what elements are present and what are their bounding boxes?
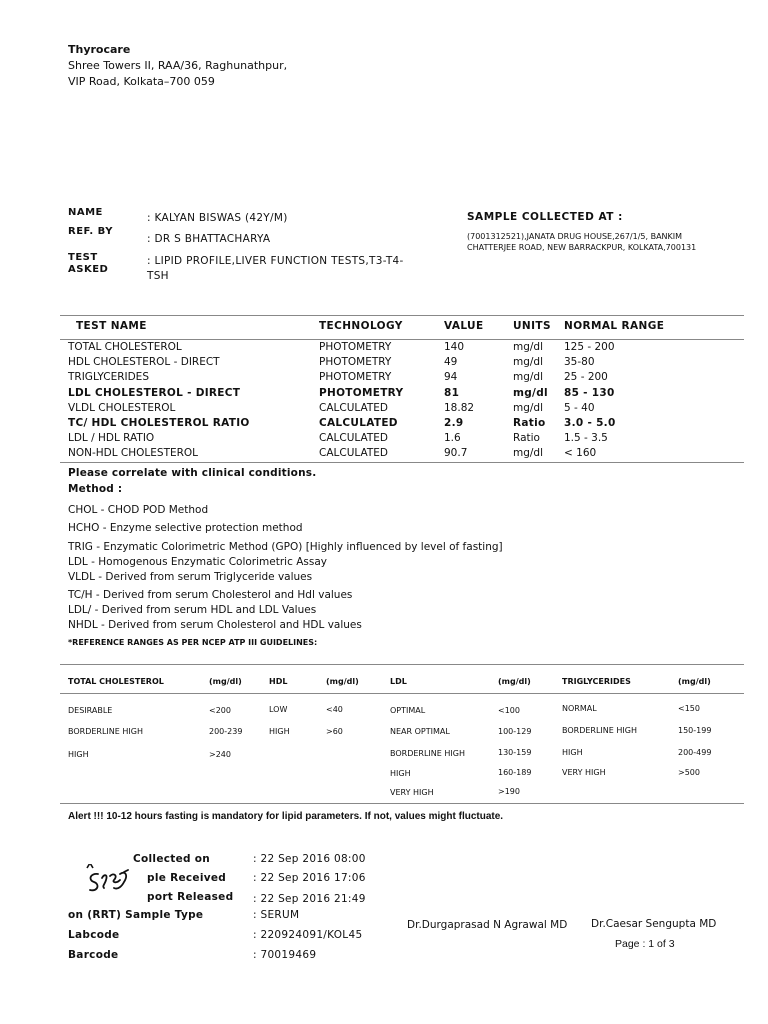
method-label: Method : (68, 483, 123, 495)
range-cell: 1.5 - 3.5 (564, 432, 608, 444)
table-bottom-rule (60, 462, 744, 463)
technology-cell: PHOTOMETRY (319, 371, 392, 383)
test-name-cell: TOTAL CHOLESTEROL (68, 341, 182, 353)
table-row-flagged (68, 387, 744, 402)
units-cell: mg/dl (513, 371, 544, 383)
table-row (68, 432, 744, 447)
ref-tg-value: 150-199 (678, 726, 712, 735)
ref-tg-category: VERY HIGH (562, 768, 606, 777)
ref-ldl-category: OPTIMAL (390, 706, 426, 715)
units-cell: mg/dl (513, 341, 544, 353)
test-name-cell: HDL CHOLESTEROL - DIRECT (68, 356, 220, 368)
method-line: LDL/ - Derived from serum HDL and LDL Values (68, 604, 317, 616)
value-cell: 18.82 (444, 402, 475, 414)
table-row (68, 341, 744, 356)
ref-ldl-category: HIGH (390, 769, 411, 778)
method-line: NHDL - Derived from serum Cholesterol and HDL values (68, 619, 362, 631)
ref-tg-category: HIGH (562, 748, 583, 757)
results-header-row-cols (68, 320, 744, 335)
lab-address-line2: VIP Road, Kolkata–700 059 (68, 75, 215, 88)
value-cell: 1.6 (444, 432, 461, 444)
reference-top-rule (60, 664, 744, 665)
value-cell: 49 (444, 356, 458, 368)
technology-cell: PHOTOMETRY (319, 341, 392, 353)
reference-bottom-rule (60, 803, 744, 804)
doctor-signatory-1: Dr.Durgaprasad N Agrawal MD (407, 919, 568, 931)
received-value: : 22 Sep 2016 17:06 (253, 872, 366, 884)
ref-tg-value: >500 (678, 768, 700, 777)
ref-ldl-category: NEAR OPTIMAL (390, 727, 450, 736)
received-label: ple Received (147, 872, 227, 884)
ref-ldl-value: 130-159 (498, 748, 532, 757)
patient-name: : KALYAN BISWAS (42Y/M) (147, 212, 288, 224)
units-cell: mg/dl (513, 402, 544, 414)
ref-header-ldl: LDL (390, 677, 407, 686)
test-asked-value: : LIPID PROFILE,LIVER FUNCTION TESTS,T3-T4-TSH (147, 255, 404, 282)
barcode-label: Barcode (68, 949, 119, 961)
lab-name: Thyrocare (68, 43, 131, 56)
fasting-alert: Alert !!! 10-12 hours fasting is mandatory for lipid parameters. If not, values might fluctuate. (68, 811, 504, 822)
reference-title: *REFERENCE RANGES AS PER NCEP ATP III GUIDELINES: (68, 638, 318, 647)
reference-header-rule (60, 693, 744, 694)
header-test-name: TEST NAME (76, 320, 147, 332)
value-cell: 2.9 (444, 417, 464, 429)
ref-header-triglycerides: TRIGLYCERIDES (562, 677, 631, 686)
collected-value: : 22 Sep 2016 08:00 (253, 853, 366, 865)
ref-ldl-category: BORDERLINE HIGH (390, 749, 465, 758)
technology-cell: CALCULATED (319, 402, 388, 414)
sample-type-value: : SERUM (253, 909, 300, 921)
value-cell: 81 (444, 387, 460, 399)
range-cell: < 160 (564, 447, 597, 459)
header-normal-range: NORMAL RANGE (564, 320, 665, 332)
test-name-cell: VLDL CHOLESTEROL (68, 402, 176, 414)
table-row-flagged (68, 417, 744, 432)
collected-label: Collected on (133, 853, 211, 865)
correlate-note: Please correlate with clinical conditions. (68, 467, 317, 479)
method-line: CHOL - CHOD POD Method (68, 504, 209, 516)
header-value: VALUE (444, 320, 484, 332)
ref-tg-category: BORDERLINE HIGH (562, 726, 637, 735)
method-line: TRIG - Enzymatic Colorimetric Method (GPO) [Highly influenced by level of fasting] (68, 541, 503, 553)
table-row (68, 447, 744, 462)
method-line: TC/H - Derived from serum Cholesterol and Hdl values (68, 589, 353, 601)
ref-tc-value: >240 (209, 750, 231, 759)
labcode-label: Labcode (68, 929, 120, 941)
ref-header-unit: (mg/dl) (678, 677, 711, 686)
table-top-rule (60, 315, 744, 316)
header-bottom-rule (60, 339, 744, 340)
header-technology: TECHNOLOGY (319, 320, 403, 332)
ref-ldl-value: 160-189 (498, 768, 532, 777)
units-cell: Ratio (513, 432, 540, 444)
method-line: HCHO - Enzyme selective protection method (68, 522, 303, 534)
ref-hdl-category: HIGH (269, 727, 290, 736)
labcode-value: : 220924091/KOL45 (253, 929, 363, 941)
ref-tg-value: 200-499 (678, 748, 712, 757)
ref-ldl-value: >190 (498, 787, 520, 796)
range-cell: 25 - 200 (564, 371, 608, 383)
units-cell: mg/dl (513, 387, 548, 399)
range-cell: 35-80 (564, 356, 595, 368)
ref-hdl-value: >60 (326, 727, 343, 736)
test-name-cell: LDL / HDL RATIO (68, 432, 155, 444)
ref-tc-value: <200 (209, 706, 231, 715)
value-cell: 94 (444, 371, 458, 383)
signature-image (84, 864, 144, 896)
ref-tc-category: HIGH (68, 750, 89, 759)
ref-header-total-cholesterol: TOTAL CHOLESTEROL (68, 677, 164, 686)
ref-tc-category: BORDERLINE HIGH (68, 727, 143, 736)
test-name-cell: NON-HDL CHOLESTEROL (68, 447, 199, 459)
doctor-signatory-2: Dr.Caesar Sengupta MD (591, 918, 717, 930)
technology-cell: PHOTOMETRY (319, 356, 392, 368)
sample-collected-label: SAMPLE COLLECTED AT : (467, 211, 623, 223)
ref-hdl-category: LOW (269, 705, 288, 714)
page-number: Page : 1 of 3 (615, 938, 675, 950)
value-cell: 90.7 (444, 447, 468, 459)
technology-cell: CALCULATED (319, 432, 388, 444)
value-cell: 140 (444, 341, 465, 353)
range-cell: 85 - 130 (564, 387, 615, 399)
ref-ldl-value: 100-129 (498, 727, 532, 736)
released-label: port Released (147, 891, 234, 903)
range-cell: 3.0 - 5.0 (564, 417, 616, 429)
sample-type-label: on (RRT) Sample Type (68, 909, 204, 921)
range-cell: 5 - 40 (564, 402, 595, 414)
method-line: VLDL - Derived from serum Triglyceride values (68, 571, 313, 583)
test-name-cell: LDL CHOLESTEROL - DIRECT (68, 387, 241, 399)
released-value: : 22 Sep 2016 21:49 (253, 893, 366, 905)
range-cell: 125 - 200 (564, 341, 615, 353)
ref-tg-category: NORMAL (562, 704, 597, 713)
barcode-value: : 70019469 (253, 949, 317, 961)
ref-by-value: : DR S BHATTACHARYA (147, 233, 271, 245)
ref-header-unit: (mg/dl) (498, 677, 531, 686)
test-asked-label-1: TEST (68, 252, 98, 263)
technology-cell: CALCULATED (319, 447, 388, 459)
technology-cell: PHOTOMETRY (319, 387, 404, 399)
ref-tg-value: <150 (678, 704, 700, 713)
test-asked-label-2: ASKED (68, 264, 109, 275)
sample-collected-address: (7001312521),JANATA DRUG HOUSE,267/1/5, BANKIM CHATTERJEE ROAD, NEW BARRACKPUR, KOLKATA,700131 (467, 232, 697, 252)
ref-header-unit: (mg/dl) (326, 677, 359, 686)
ref-ldl-value: <100 (498, 706, 520, 715)
table-row (68, 356, 744, 371)
ref-header-hdl: HDL (269, 677, 288, 686)
name-label: NAME (68, 207, 103, 218)
table-row (68, 402, 744, 417)
ref-ldl-category: VERY HIGH (390, 788, 434, 797)
ref-hdl-value: <40 (326, 705, 343, 714)
units-cell: Ratio (513, 417, 546, 429)
ref-tc-value: 200-239 (209, 727, 243, 736)
units-cell: mg/dl (513, 356, 544, 368)
table-row (68, 371, 744, 386)
units-cell: mg/dl (513, 447, 544, 459)
ref-header-unit: (mg/dl) (209, 677, 242, 686)
technology-cell: CALCULATED (319, 417, 398, 429)
ref-tc-category: DESIRABLE (68, 706, 113, 715)
ref-by-label: REF. BY (68, 226, 113, 237)
header-units: UNITS (513, 320, 551, 332)
method-line: LDL - Homogenous Enzymatic Colorimetric Assay (68, 556, 327, 568)
test-name-cell: TC/ HDL CHOLESTEROL RATIO (68, 417, 250, 429)
lab-address-line1: Shree Towers II, RAA/36, Raghunathpur, (68, 59, 288, 72)
test-name-cell: TRIGLYCERIDES (68, 371, 149, 383)
